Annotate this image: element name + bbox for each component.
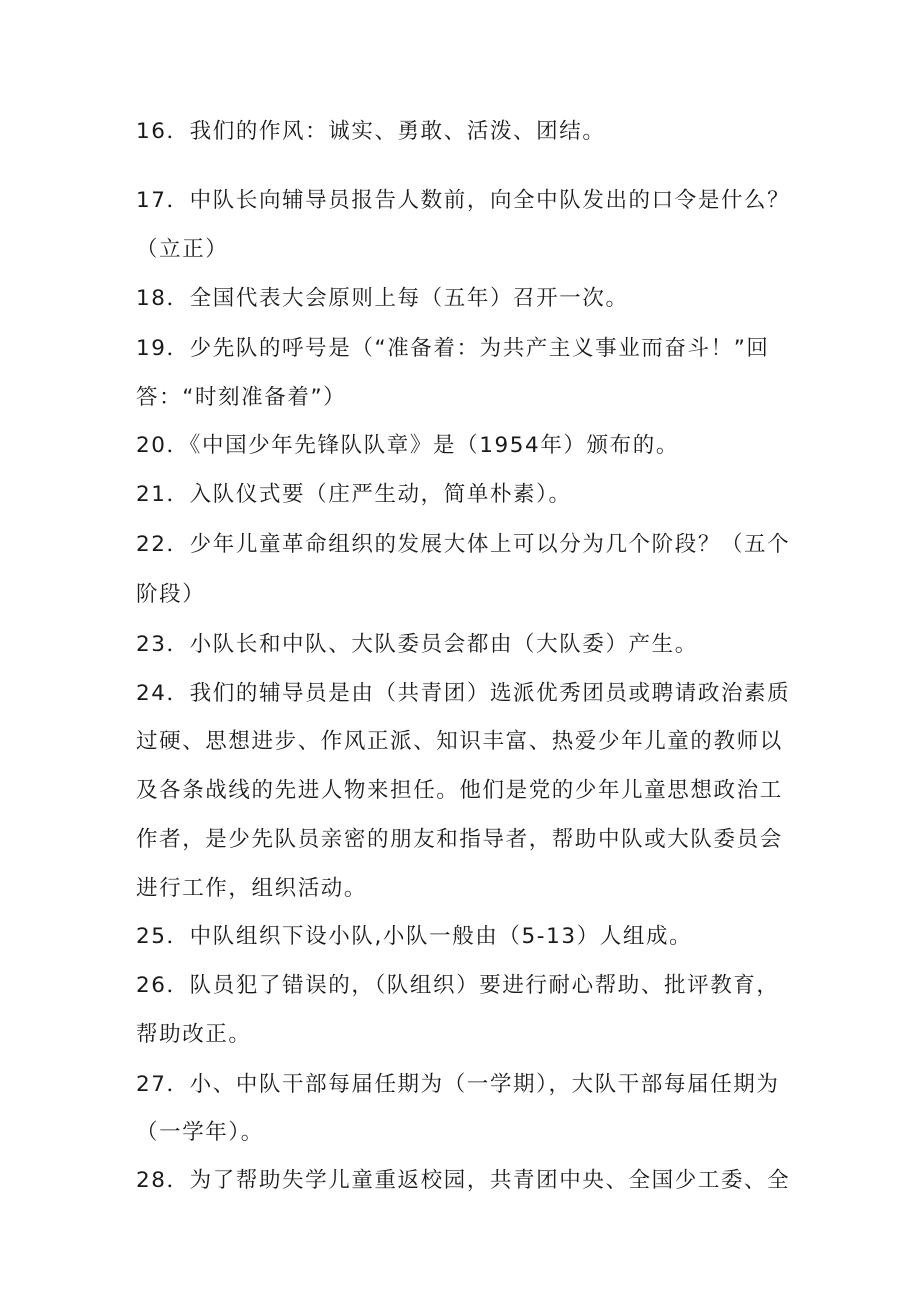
item-24-line-4: 作者，是少先队员亲密的朋友和指导者，帮助中队或大队委员会 [136, 827, 783, 852]
item-27-line-1: 27．小、中队干部每届任期为（一学期），大队干部每届任期为 [136, 1072, 780, 1097]
item-26-line-2: 帮助改正。 [136, 1022, 252, 1047]
item-19-line-1: 19．少先队的呼号是（“准备着：为共产主义事业而奋斗！”回 [136, 336, 770, 361]
item-16-line-1: 16．我们的作风：诚实、勇敢、活泼、团结。 [136, 119, 606, 144]
item-21-line-1: 21．入队仪式要（庄严生动，简单朴素）。 [136, 482, 572, 507]
item-24-line-5: 进行工作，组织活动。 [136, 876, 368, 901]
item-17-line-1: 17．中队长向辅导员报告人数前，向全中队发出的口令是什么？ [136, 188, 791, 213]
item-23-line-1: 23．小队长和中队、大队委员会都由（大队委）产生。 [136, 632, 698, 657]
item-24-line-2: 过硬、思想进步、作风正派、知识丰富、热爱少年儿童的教师以 [136, 729, 783, 754]
item-27-line-2: （一学年）。 [136, 1120, 264, 1145]
item-19-line-2: 答：“时刻准备着”） [136, 385, 347, 410]
item-26-line-1: 26．队员犯了错误的，（队组织）要进行耐心帮助、批评教育， [136, 973, 780, 998]
item-18-line-1: 18．全国代表大会原则上每（五年）召开一次。 [136, 286, 629, 311]
item-22-line-1: 22．少年儿童革命组织的发展大体上可以分为几个阶段？（五个 [136, 532, 791, 557]
item-17-line-2: （立正） [136, 237, 229, 262]
item-24-line-1: 24．我们的辅导员是由（共青团）选派优秀团员或聘请政治素质 [136, 681, 791, 706]
item-24-line-3: 及各条战线的先进人物来担任。他们是党的少年儿童思想政治工 [136, 778, 783, 803]
item-25-line-1: 25．中队组织下设小队,小队一般由（5-13）人组成。 [136, 924, 693, 949]
item-22-line-2: 阶段） [136, 582, 206, 607]
item-20-line-1: 20．《中国少年先锋队队章》是（1954年）颁布的。 [136, 433, 679, 458]
item-28-line-1: 28．为了帮助失学儿童重返校园，共青团中央、全国少工委、全 [136, 1168, 791, 1193]
